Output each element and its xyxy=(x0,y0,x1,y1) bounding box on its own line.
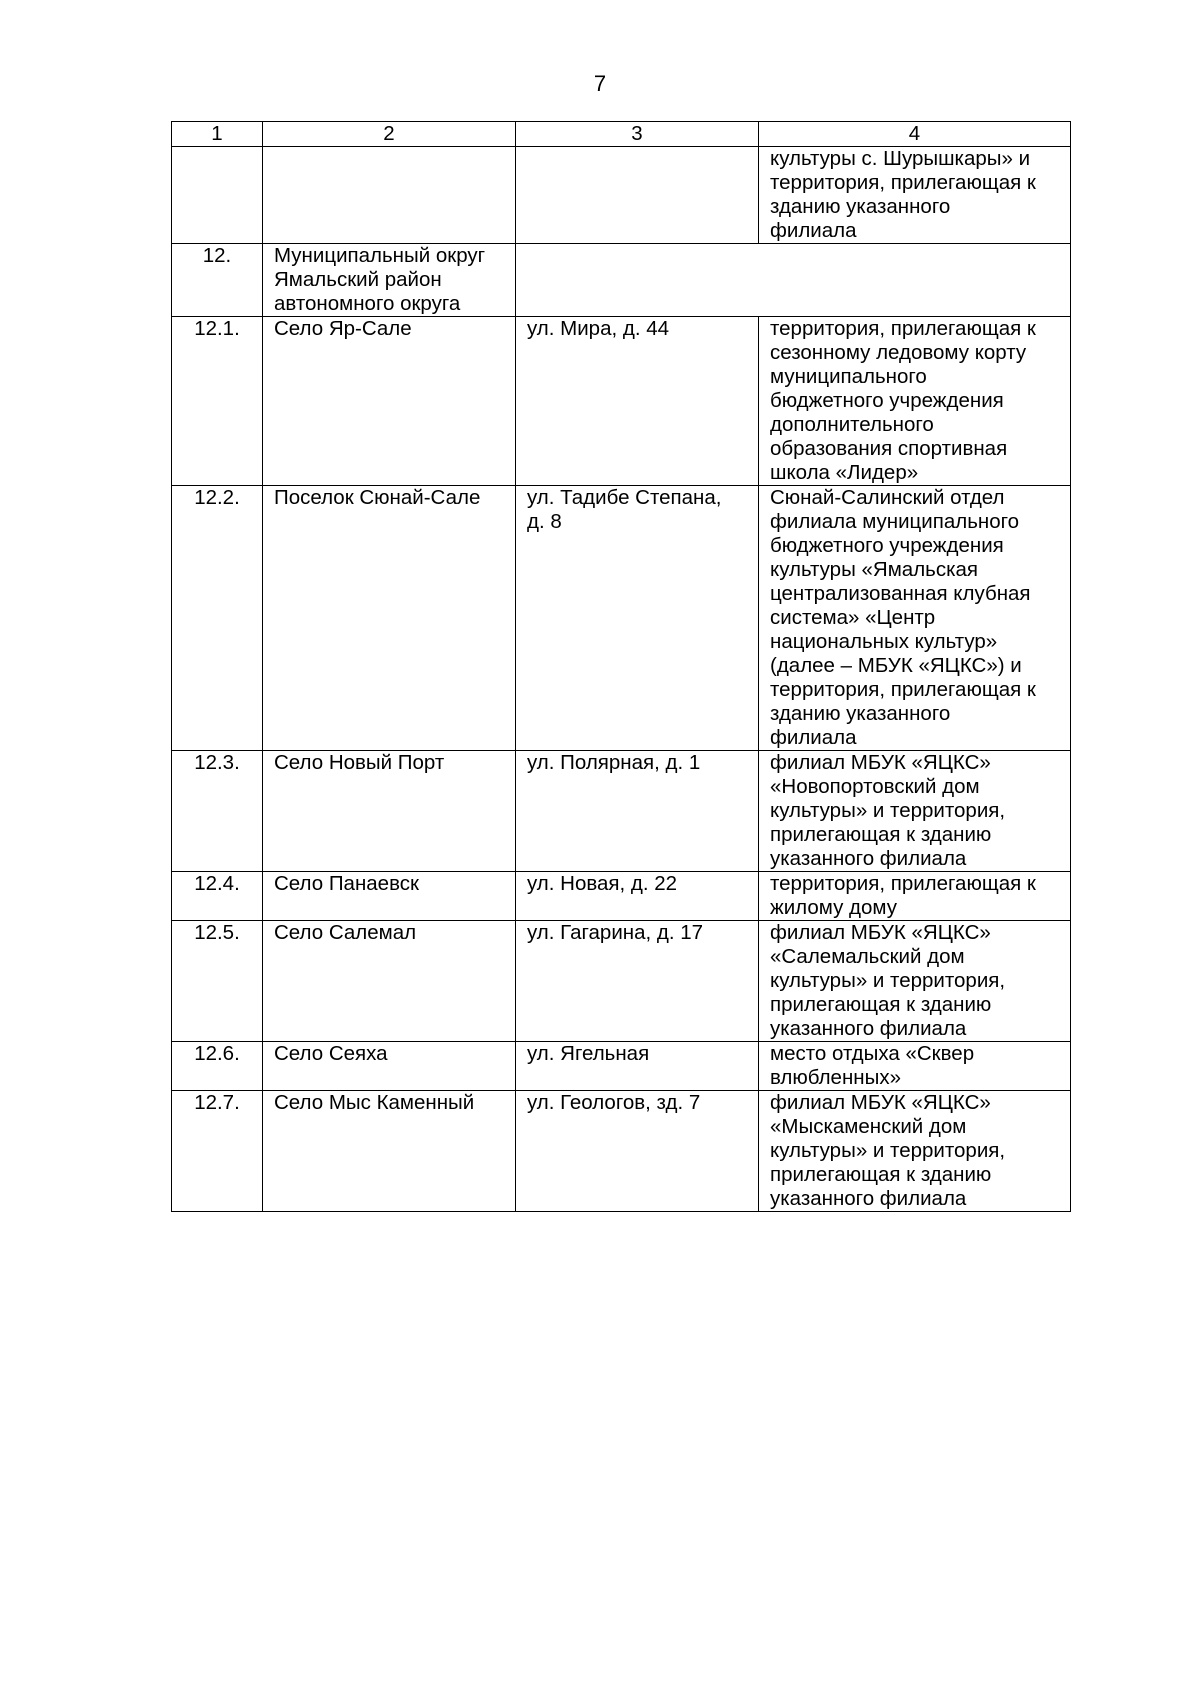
table-row-district xyxy=(172,244,1071,317)
table-header-row xyxy=(172,122,1071,147)
row-number: 12.7. xyxy=(172,1091,263,1212)
row-number: 12.6. xyxy=(172,1042,263,1091)
settlement-name: Село Новый Порт xyxy=(263,751,516,872)
row-number xyxy=(172,147,263,244)
settlement-name: Село Салемал xyxy=(263,921,516,1042)
header-cell: 2 xyxy=(263,122,516,147)
header-cell: 4 xyxy=(759,122,1071,147)
settlement-name xyxy=(263,147,516,244)
row-number: 12.2. xyxy=(172,486,263,751)
place-description: место отдыха «Сквер влюбленных» xyxy=(759,1042,1071,1091)
header-cell: 3 xyxy=(516,122,759,147)
place-description: филиал МБУК «ЯЦКС» «Салемальский дом культуры» и территория, прилегающая к зданию указанного филиала xyxy=(759,921,1071,1042)
place-description: территория, прилегающая к сезонному ледовому корту муниципального бюджетного учреждения дополнительного образования спортивная школа «Лидер» xyxy=(759,317,1071,486)
settlement-name: Поселок Сюнай-Сале xyxy=(263,486,516,751)
table-row xyxy=(172,1042,1071,1091)
settlement-name: Село Яр-Сале xyxy=(263,317,516,486)
table-row xyxy=(172,1091,1071,1212)
address xyxy=(516,147,759,244)
address: ул. Геологов, зд. 7 xyxy=(516,1091,759,1212)
table-row xyxy=(172,921,1071,1042)
table-row xyxy=(172,317,1071,486)
table-row xyxy=(172,486,1071,751)
settlement-name: Село Мыс Каменный xyxy=(263,1091,516,1212)
address: ул. Мира, д. 44 xyxy=(516,317,759,486)
address: ул. Тадибе Степана, д. 8 xyxy=(516,486,759,751)
row-number: 12. xyxy=(172,244,263,317)
place-description: культуры с. Шурышкары» и территория, прилегающая к зданию указанного филиала xyxy=(759,147,1071,244)
place-description: Сюнай-Салинский отдел филиала муниципального бюджетного учреждения культуры «Ямальская централизованная клубная система» «Центр национальных культур» (далее – МБУК «ЯЦКС») и территория, прилегающая к зданию указанного филиала xyxy=(759,486,1071,751)
district-name: Муниципальный округ Ямальский район автономного округа xyxy=(263,244,516,317)
document-table xyxy=(171,121,1071,1212)
merged-empty-cell xyxy=(516,244,1071,317)
header-cell: 1 xyxy=(172,122,263,147)
address: ул. Новая, д. 22 xyxy=(516,872,759,921)
place-description: филиал МБУК «ЯЦКС» «Новопортовский дом культуры» и территория, прилегающая к зданию указанного филиала xyxy=(759,751,1071,872)
place-description: филиал МБУК «ЯЦКС» «Мыскаменский дом культуры» и территория, прилегающая к зданию указанного филиала xyxy=(759,1091,1071,1212)
settlement-name: Село Панаевск xyxy=(263,872,516,921)
row-number: 12.4. xyxy=(172,872,263,921)
address: ул. Полярная, д. 1 xyxy=(516,751,759,872)
address: ул. Гагарина, д. 17 xyxy=(516,921,759,1042)
table-row xyxy=(172,147,1071,244)
row-number: 12.5. xyxy=(172,921,263,1042)
place-description: территория, прилегающая к жилому дому xyxy=(759,872,1071,921)
table-row xyxy=(172,872,1071,921)
address: ул. Ягельная xyxy=(516,1042,759,1091)
settlement-name: Село Сеяха xyxy=(263,1042,516,1091)
page-number: 7 xyxy=(593,71,607,96)
table-row xyxy=(172,751,1071,872)
row-number: 12.1. xyxy=(172,317,263,486)
row-number: 12.3. xyxy=(172,751,263,872)
